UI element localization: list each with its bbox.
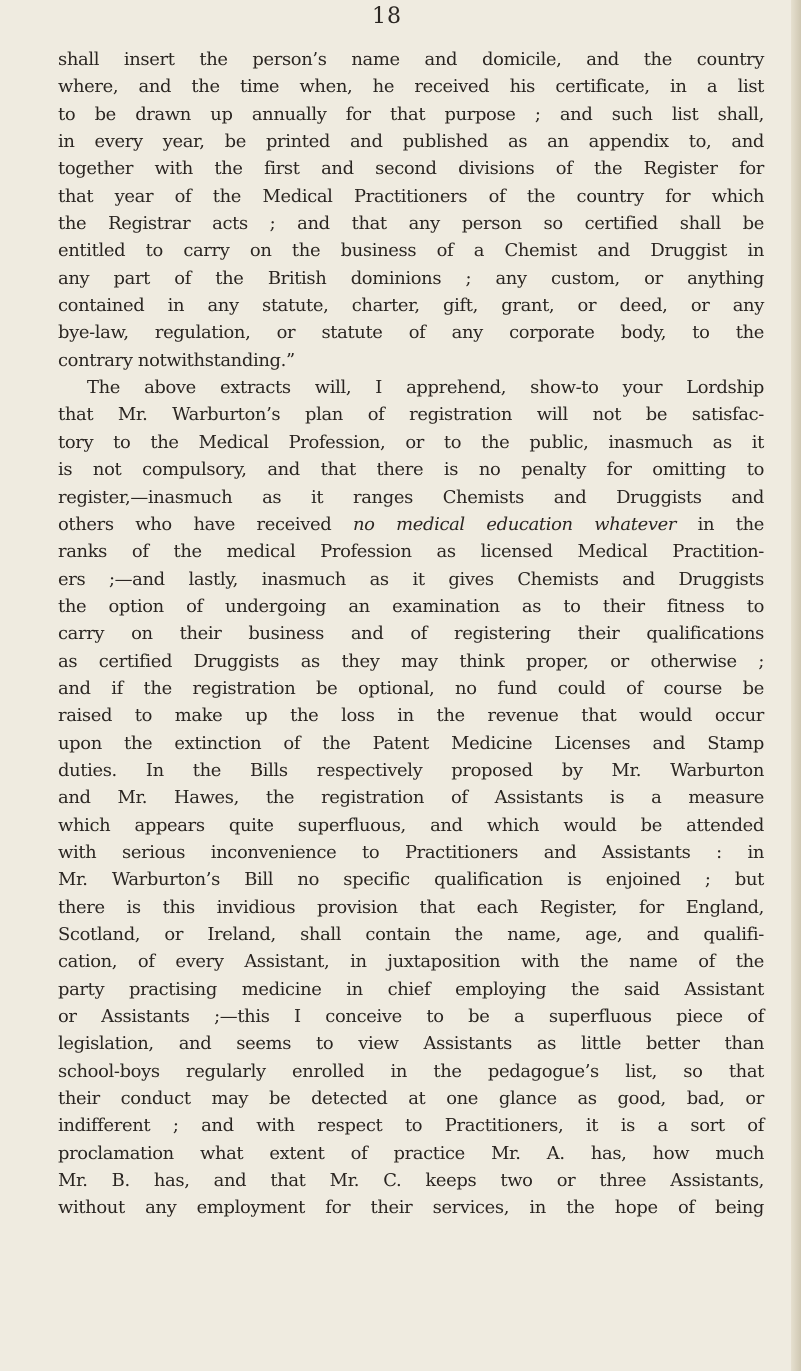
text-line: the option of undergoing an examination as to their fitness to bbox=[58, 595, 764, 617]
page-edge bbox=[791, 0, 801, 1371]
text-line: school-boys regularly enrolled in the pedagogue’s list, so that bbox=[58, 1060, 764, 1082]
text-line: or Assistants ;—this I conceive to be a superfluous piece of bbox=[58, 1006, 764, 1028]
text-line: is not compulsory, and that there is no penalty for omitting to bbox=[58, 459, 764, 481]
text-line: raised to make up the loss in the revenue that would occur bbox=[58, 705, 764, 727]
text-line: Mr. Warburton’s Bill no specific qualification is enjoined ; but bbox=[58, 869, 764, 891]
text-line: the Registrar acts ; and that any person so certified shall be bbox=[58, 213, 764, 235]
text-line: and Mr. Hawes, the registration of Assistants is a measure bbox=[58, 787, 764, 809]
text-line: as certified Druggists as they may think proper, or otherwise ; bbox=[58, 650, 764, 672]
text-line: contained in any statute, charter, gift, grant, or deed, or any bbox=[58, 295, 764, 317]
text-line: carry on their business and of registering their qualifications bbox=[58, 623, 764, 645]
text-line: contrary notwithstanding.” bbox=[58, 349, 295, 371]
text-line: their conduct may be detected at one glance as good, bad, or bbox=[58, 1088, 764, 1110]
line-suffix: in the bbox=[676, 513, 765, 535]
text-line: entitled to carry on the business of a Chemist and Druggist in bbox=[58, 240, 764, 262]
text-line: where, and the time when, he received his certificate, in a list bbox=[58, 76, 764, 98]
italic-emphasis: no medical education whatever bbox=[352, 513, 677, 535]
text-line: that Mr. Warburton’s plan of registration will not be satisfac- bbox=[58, 404, 764, 426]
text-line: register,—inasmuch as it ranges Chemists and Druggists and bbox=[58, 486, 764, 508]
text-line: indifferent ; and with respect to Practitioners, it is a sort of bbox=[58, 1115, 764, 1137]
text-line-with-italic bbox=[58, 511, 764, 538]
text-line: proclamation what extent of practice Mr. A. has, how much bbox=[58, 1142, 764, 1164]
text-line: in every year, be printed and published as an appendix to, and bbox=[58, 131, 764, 153]
text-line: without any employment for their services, in the hope of being bbox=[58, 1197, 764, 1219]
text-line: Scotland, or Ireland, shall contain the name, age, and qualifi- bbox=[58, 924, 764, 945]
text-line: to be drawn up annually for that purpose ; and such list shall, bbox=[58, 103, 764, 125]
paragraph-start-line: The above extracts will, I apprehend, show-to your Lordship bbox=[87, 377, 764, 399]
text-line: that year of the Medical Practitioners of the country for which bbox=[58, 185, 764, 207]
text-line: which appears quite superfluous, and which would be attended bbox=[58, 814, 764, 836]
body-text bbox=[58, 46, 764, 1222]
text-line: and if the registration be optional, no fund could of course be bbox=[58, 677, 764, 699]
text-line: with serious inconvenience to Practitioners and Assistants : in bbox=[58, 841, 764, 863]
page-number: 18 bbox=[372, 4, 402, 29]
text-line: together with the first and second divisions of the Register for bbox=[58, 158, 764, 180]
text-line: cation, of every Assistant, in juxtaposition with the name of the bbox=[58, 951, 764, 973]
text-line: ers ;—and lastly, inasmuch as it gives Chemists and Druggists bbox=[58, 568, 764, 590]
text-line: duties. In the Bills respectively proposed by Mr. Warburton bbox=[58, 759, 764, 781]
text-line: any part of the British dominions ; any custom, or anything bbox=[58, 267, 764, 289]
text-line: tory to the Medical Profession, or to the public, inasmuch as it bbox=[58, 431, 764, 453]
text-line: Mr. B. has, and that Mr. C. keeps two or three Assistants, bbox=[58, 1170, 764, 1192]
line-prefix: others who have received bbox=[58, 513, 353, 535]
text-line: party practising medicine in chief employing the said Assistant bbox=[58, 978, 764, 1000]
text-line: bye-law, regulation, or statute of any corporate body, to the bbox=[58, 322, 764, 344]
text-line: ranks of the medical Profession as licensed Medical Practition- bbox=[58, 541, 764, 563]
text-line: upon the extinction of the Patent Medicine Licenses and Stamp bbox=[58, 732, 764, 754]
text-line: shall insert the person’s name and domicile, and the country bbox=[58, 49, 764, 70]
text-line: legislation, and seems to view Assistants as little better than bbox=[58, 1033, 764, 1055]
text-line: there is this invidious provision that each Register, for England, bbox=[58, 896, 764, 918]
